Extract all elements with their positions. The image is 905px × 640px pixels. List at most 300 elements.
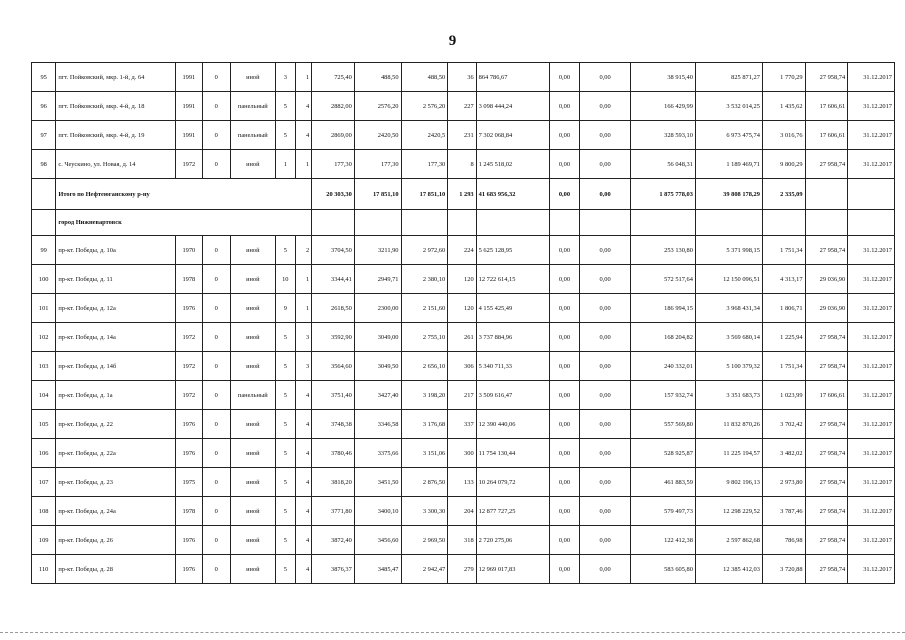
estimated-cost-cell: 7 302 068,84 [476,121,549,150]
row-number-cell: 102 [32,323,56,352]
cost-owners-cell: 122 412,38 [630,526,695,555]
cost-owners-cell: 528 925,87 [630,439,695,468]
total-cell: 0,00 [549,179,579,210]
unit-cost-cell: 1 806,71 [762,294,805,323]
cost-regional-cell: 0,00 [549,323,579,352]
cost-regional-cell: 0,00 [549,236,579,265]
deadline-cell: 31.12.2017 [848,526,895,555]
year-built-cell: 1972 [176,381,202,410]
address-cell: пр-кт. Победы, д. 23 [56,468,176,497]
living-area-cell: 3485,47 [354,555,401,584]
cost-local-cell: 0,00 [580,150,631,179]
deadline-cell: 31.12.2017 [848,92,895,121]
residential-area-cell: 488,50 [401,63,448,92]
unit-cost-cell: 786,98 [762,526,805,555]
address-cell: пгт. Пойковский, мкр. 4-й, д. 19 [56,121,176,150]
table-row [32,265,895,294]
cost-fund-cell: 12 385 412,03 [695,555,762,584]
living-area-cell: 3427,40 [354,381,401,410]
residential-area-cell: 2 151,60 [401,294,448,323]
entrances-cell: 4 [295,468,311,497]
wall-material-cell: иной [230,323,275,352]
residents-cell: 227 [448,92,476,121]
district-rows [32,63,895,179]
floors-cell: 5 [275,92,295,121]
unit-cost-cell: 3 720,88 [762,555,805,584]
max-unit-cost-cell: 17 606,61 [805,92,848,121]
year-renovated-cell: 0 [202,410,230,439]
residential-area-cell: 2 576,20 [401,92,448,121]
year-built-cell: 1978 [176,497,202,526]
deadline-cell: 31.12.2017 [848,410,895,439]
wall-material-cell: иной [230,150,275,179]
deadline-cell: 31.12.2017 [848,468,895,497]
table-row [32,92,895,121]
address-cell: пр-кт. Победы, д. 24а [56,497,176,526]
unit-cost-cell: 1 770,29 [762,63,805,92]
year-built-cell: 1975 [176,468,202,497]
cost-local-cell: 0,00 [580,439,631,468]
cost-owners-cell: 166 429,99 [630,92,695,121]
total-area-cell: 3592,90 [312,323,355,352]
estimated-cost-cell: 2 720 275,06 [476,526,549,555]
cost-fund-cell: 2 597 862,68 [695,526,762,555]
total-cell: 20 303,30 [312,179,355,210]
row-number-cell: 98 [32,150,56,179]
total-cell: 1 293 [448,179,476,210]
cost-fund-cell: 11 225 194,57 [695,439,762,468]
cost-regional-cell: 0,00 [549,468,579,497]
year-renovated-cell: 0 [202,63,230,92]
living-area-cell: 3375,66 [354,439,401,468]
living-area-cell: 2420,50 [354,121,401,150]
unit-cost-cell: 3 702,42 [762,410,805,439]
total-area-cell: 3780,46 [312,439,355,468]
entrances-cell: 1 [295,150,311,179]
cost-regional-cell: 0,00 [549,555,579,584]
wall-material-cell: иной [230,526,275,555]
row-number-cell: 110 [32,555,56,584]
address-cell: пр-кт. Победы, д. 12а [56,294,176,323]
estimated-cost-cell: 12 877 727,25 [476,497,549,526]
total-area-cell: 3771,80 [312,497,355,526]
max-unit-cost-cell: 27 958,74 [805,497,848,526]
year-built-cell: 1991 [176,121,202,150]
cost-regional-cell: 0,00 [549,150,579,179]
deadline-cell: 31.12.2017 [848,236,895,265]
year-built-cell: 1972 [176,323,202,352]
wall-material-cell: иной [230,236,275,265]
deadline-cell: 31.12.2017 [848,323,895,352]
residents-cell: 36 [448,63,476,92]
cost-fund-cell: 12 298 229,52 [695,497,762,526]
address-cell: пр-кт. Победы, д. 14б [56,352,176,381]
cost-local-cell: 0,00 [580,294,631,323]
cost-local-cell: 0,00 [580,352,631,381]
estimated-cost-cell: 12 390 440,06 [476,410,549,439]
entrances-cell: 1 [295,63,311,92]
year-renovated-cell: 0 [202,323,230,352]
cost-fund-cell: 5 371 998,15 [695,236,762,265]
wall-material-cell: иной [230,294,275,323]
cost-local-cell: 0,00 [580,323,631,352]
wall-material-cell: панельный [230,92,275,121]
cost-regional-cell: 0,00 [549,526,579,555]
living-area-cell: 3211,90 [354,236,401,265]
max-unit-cost-cell: 29 036,90 [805,294,848,323]
residents-cell: 224 [448,236,476,265]
wall-material-cell: иной [230,265,275,294]
floors-cell: 5 [275,381,295,410]
cost-regional-cell: 0,00 [549,497,579,526]
cost-owners-cell: 328 593,10 [630,121,695,150]
cost-local-cell: 0,00 [580,121,631,150]
total-area-cell: 3344,41 [312,265,355,294]
total-area-cell: 177,30 [312,150,355,179]
year-renovated-cell: 0 [202,526,230,555]
cost-local-cell: 0,00 [580,92,631,121]
residential-area-cell: 3 151,06 [401,439,448,468]
deadline-cell: 31.12.2017 [848,265,895,294]
cost-regional-cell: 0,00 [549,381,579,410]
year-built-cell: 1976 [176,526,202,555]
scan-edge-line [0,632,905,633]
wall-material-cell: иной [230,439,275,468]
year-renovated-cell: 0 [202,121,230,150]
year-renovated-cell: 0 [202,236,230,265]
wall-material-cell: иной [230,555,275,584]
year-built-cell: 1970 [176,236,202,265]
max-unit-cost-cell: 17 606,61 [805,121,848,150]
year-built-cell: 1972 [176,352,202,381]
estimated-cost-cell: 5 625 128,95 [476,236,549,265]
residential-area-cell: 3 300,30 [401,497,448,526]
cost-fund-cell: 3 351 683,73 [695,381,762,410]
entrances-cell: 4 [295,121,311,150]
floors-cell: 1 [275,150,295,179]
entrances-cell: 3 [295,323,311,352]
unit-cost-cell: 1 751,34 [762,236,805,265]
residents-cell: 279 [448,555,476,584]
cost-owners-cell: 186 994,15 [630,294,695,323]
residential-area-cell: 3 198,20 [401,381,448,410]
entrances-cell: 4 [295,381,311,410]
year-renovated-cell: 0 [202,439,230,468]
total-cell: 1 875 778,03 [630,179,695,210]
living-area-cell: 488,50 [354,63,401,92]
estimated-cost-cell: 3 737 884,96 [476,323,549,352]
district-total-row [32,179,895,210]
total-area-cell: 3872,40 [312,526,355,555]
cost-local-cell: 0,00 [580,236,631,265]
address-cell: пр-кт. Победы, д. 28 [56,555,176,584]
address-cell: пгт. Пойковский, мкр. 1-й, д. 64 [56,63,176,92]
table-row [32,352,895,381]
residents-cell: 120 [448,294,476,323]
cost-owners-cell: 253 130,80 [630,236,695,265]
residential-area-cell: 2 972,60 [401,236,448,265]
residential-area-cell: 177,30 [401,150,448,179]
total-label: Итого по Нефтеюганскому р-ну [56,179,312,210]
cost-fund-cell: 6 973 475,74 [695,121,762,150]
address-cell: пр-кт. Победы, д. 22а [56,439,176,468]
unit-cost-cell: 1 023,99 [762,381,805,410]
residents-cell: 261 [448,323,476,352]
total-area-cell: 3564,60 [312,352,355,381]
max-unit-cost-cell: 27 958,74 [805,236,848,265]
row-number-cell: 105 [32,410,56,439]
cost-fund-cell: 12 150 096,51 [695,265,762,294]
entrances-cell: 1 [295,265,311,294]
max-unit-cost-cell: 27 958,74 [805,352,848,381]
entrances-cell: 4 [295,555,311,584]
deadline-cell: 31.12.2017 [848,439,895,468]
unit-cost-cell: 3 016,76 [762,121,805,150]
cost-owners-cell: 557 569,80 [630,410,695,439]
row-number-cell: 100 [32,265,56,294]
estimated-cost-cell: 11 754 130,44 [476,439,549,468]
total-area-cell: 2618,50 [312,294,355,323]
floors-cell: 3 [275,63,295,92]
max-unit-cost-cell: 27 958,74 [805,439,848,468]
entrances-cell: 3 [295,352,311,381]
estimated-cost-cell: 5 340 711,33 [476,352,549,381]
cost-local-cell: 0,00 [580,410,631,439]
year-renovated-cell: 0 [202,92,230,121]
residents-cell: 318 [448,526,476,555]
max-unit-cost-cell: 27 958,74 [805,410,848,439]
cost-owners-cell: 157 932,74 [630,381,695,410]
living-area-cell: 3049,50 [354,352,401,381]
wall-material-cell: иной [230,63,275,92]
total-area-cell: 2869,00 [312,121,355,150]
entrances-cell: 4 [295,410,311,439]
deadline-cell: 31.12.2017 [848,121,895,150]
estimated-cost-cell: 12 722 614,15 [476,265,549,294]
total-area-cell: 725,40 [312,63,355,92]
residential-area-cell: 2 656,10 [401,352,448,381]
cost-local-cell: 0,00 [580,381,631,410]
deadline-cell: 31.12.2017 [848,381,895,410]
cost-fund-cell: 3 532 014,25 [695,92,762,121]
cost-fund-cell: 3 569 680,14 [695,323,762,352]
wall-material-cell: панельный [230,121,275,150]
year-renovated-cell: 0 [202,150,230,179]
floors-cell: 9 [275,294,295,323]
max-unit-cost-cell: 27 958,74 [805,323,848,352]
total-cell: 39 808 178,29 [695,179,762,210]
year-built-cell: 1991 [176,92,202,121]
residential-area-cell: 2 876,50 [401,468,448,497]
unit-cost-cell: 4 313,17 [762,265,805,294]
table-row [32,526,895,555]
table-row [32,150,895,179]
cost-owners-cell: 38 915,40 [630,63,695,92]
year-renovated-cell: 0 [202,468,230,497]
row-number-cell: 99 [32,236,56,265]
cost-regional-cell: 0,00 [549,352,579,381]
residents-cell: 231 [448,121,476,150]
table-row [32,121,895,150]
year-built-cell: 1972 [176,150,202,179]
entrances-cell: 2 [295,236,311,265]
residents-cell: 306 [448,352,476,381]
table-row [32,439,895,468]
residents-cell: 133 [448,468,476,497]
cost-regional-cell: 0,00 [549,121,579,150]
residential-area-cell: 2 380,10 [401,265,448,294]
table-row [32,236,895,265]
address-cell: пр-кт. Победы, д. 22 [56,410,176,439]
max-unit-cost-cell: 27 958,74 [805,555,848,584]
total-area-cell: 2882,00 [312,92,355,121]
cost-owners-cell: 56 048,31 [630,150,695,179]
living-area-cell: 3049,00 [354,323,401,352]
cost-fund-cell: 11 832 870,26 [695,410,762,439]
floors-cell: 5 [275,121,295,150]
row-number-cell: 101 [32,294,56,323]
living-area-cell: 2949,71 [354,265,401,294]
table-row [32,294,895,323]
cost-regional-cell: 0,00 [549,92,579,121]
table-row [32,381,895,410]
floors-cell: 10 [275,265,295,294]
address-cell: пр-кт. Победы, д. 26 [56,526,176,555]
address-cell: пр-кт. Победы, д. 14а [56,323,176,352]
deadline-cell: 31.12.2017 [848,497,895,526]
address-cell: пр-кт. Победы, д. 11 [56,265,176,294]
living-area-cell: 3456,60 [354,526,401,555]
residents-cell: 120 [448,265,476,294]
living-area-cell: 177,30 [354,150,401,179]
row-number-cell: 97 [32,121,56,150]
cost-local-cell: 0,00 [580,526,631,555]
residential-area-cell: 3 176,68 [401,410,448,439]
deadline-cell: 31.12.2017 [848,294,895,323]
year-renovated-cell: 0 [202,294,230,323]
estimated-cost-cell: 10 264 079,72 [476,468,549,497]
cost-fund-cell: 3 968 431,34 [695,294,762,323]
city-name: город Нижневартовск [56,210,312,236]
living-area-cell: 2576,20 [354,92,401,121]
row-number-cell: 106 [32,439,56,468]
entrances-cell: 1 [295,294,311,323]
estimated-cost-cell: 4 155 425,49 [476,294,549,323]
year-built-cell: 1976 [176,294,202,323]
row-number-cell: 95 [32,63,56,92]
table-row [32,323,895,352]
deadline-cell: 31.12.2017 [848,63,895,92]
estimated-cost-cell: 12 969 017,83 [476,555,549,584]
unit-cost-cell: 1 435,62 [762,92,805,121]
total-cell: 2 335,09 [762,179,805,210]
year-renovated-cell: 0 [202,555,230,584]
floors-cell: 5 [275,410,295,439]
year-renovated-cell: 0 [202,497,230,526]
year-built-cell: 1978 [176,265,202,294]
wall-material-cell: иной [230,352,275,381]
residential-area-cell: 2 969,50 [401,526,448,555]
address-cell: с. Чеускино, ул. Новая, д. 14 [56,150,176,179]
max-unit-cost-cell: 17 606,61 [805,381,848,410]
cost-regional-cell: 0,00 [549,63,579,92]
table-row [32,497,895,526]
cost-local-cell: 0,00 [580,555,631,584]
wall-material-cell: иной [230,497,275,526]
total-area-cell: 3876,37 [312,555,355,584]
estimated-cost-cell: 864 786,67 [476,63,549,92]
total-area-cell: 3818,20 [312,468,355,497]
housing-register-table [31,62,895,584]
row-number-cell: 104 [32,381,56,410]
total-area-cell: 3751,40 [312,381,355,410]
total-cell: 41 683 956,32 [476,179,549,210]
year-renovated-cell: 0 [202,352,230,381]
estimated-cost-cell: 1 245 518,02 [476,150,549,179]
cost-local-cell: 0,00 [580,468,631,497]
city-header-row [32,210,895,236]
city-rows [32,236,895,584]
max-unit-cost-cell: 29 036,90 [805,265,848,294]
cost-fund-cell: 1 189 469,71 [695,150,762,179]
floors-cell: 5 [275,439,295,468]
row-number-cell: 96 [32,92,56,121]
table-row [32,555,895,584]
max-unit-cost-cell: 27 958,74 [805,468,848,497]
row-number-cell: 107 [32,468,56,497]
unit-cost-cell: 2 973,80 [762,468,805,497]
max-unit-cost-cell: 27 958,74 [805,526,848,555]
table-row [32,468,895,497]
total-area-cell: 3704,50 [312,236,355,265]
year-built-cell: 1976 [176,555,202,584]
cost-owners-cell: 572 517,64 [630,265,695,294]
residential-area-cell: 2420,5 [401,121,448,150]
cost-fund-cell: 825 871,27 [695,63,762,92]
living-area-cell: 3346,58 [354,410,401,439]
cost-local-cell: 0,00 [580,265,631,294]
cost-regional-cell: 0,00 [549,410,579,439]
entrances-cell: 4 [295,526,311,555]
entrances-cell: 4 [295,439,311,468]
estimated-cost-cell: 3 509 616,47 [476,381,549,410]
year-built-cell: 1991 [176,63,202,92]
residential-area-cell: 2 942,47 [401,555,448,584]
cost-owners-cell: 583 605,80 [630,555,695,584]
living-area-cell: 3400,10 [354,497,401,526]
floors-cell: 5 [275,497,295,526]
table-row [32,63,895,92]
cost-regional-cell: 0,00 [549,294,579,323]
cost-owners-cell: 579 497,73 [630,497,695,526]
residents-cell: 217 [448,381,476,410]
estimated-cost-cell: 3 098 444,24 [476,92,549,121]
cost-regional-cell: 0,00 [549,439,579,468]
cost-fund-cell: 5 100 379,32 [695,352,762,381]
unit-cost-cell: 1 751,34 [762,352,805,381]
max-unit-cost-cell: 27 958,74 [805,150,848,179]
row-number-cell: 108 [32,497,56,526]
unit-cost-cell: 1 225,94 [762,323,805,352]
floors-cell: 5 [275,236,295,265]
address-cell: пр-кт. Победы, д. 1а [56,381,176,410]
cost-regional-cell: 0,00 [549,265,579,294]
year-renovated-cell: 0 [202,381,230,410]
cost-local-cell: 0,00 [580,63,631,92]
residents-cell: 204 [448,497,476,526]
residents-cell: 8 [448,150,476,179]
residents-cell: 337 [448,410,476,439]
